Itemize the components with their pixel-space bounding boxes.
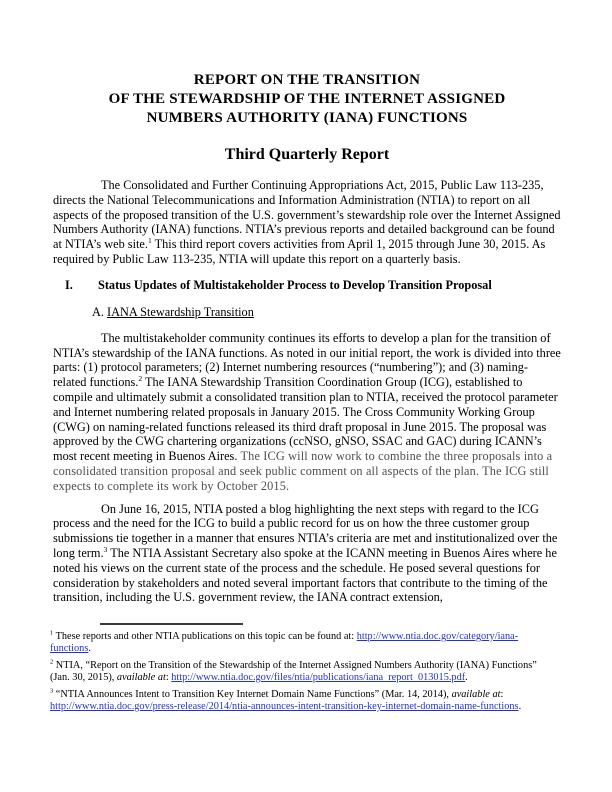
section-heading-label: Status Updates of Multistakeholder Process to Develop Transition Proposal <box>98 277 492 292</box>
text-segment: . <box>518 701 522 713</box>
footnote-2 <box>50 660 555 685</box>
footnote-ref: 2 <box>50 658 54 666</box>
text-segment: This third report covers activities from April 1, 2015 through June 30, 2015. As required by Public Law 113-235, NTIA will update this report on a quarterly basis. <box>53 237 546 266</box>
section-heading-1 <box>53 278 561 293</box>
report-subtitle: Third Quarterly Report <box>224 146 390 163</box>
text-segment: available at <box>116 672 166 684</box>
subsection-heading-label: IANA Stewardship Transition <box>106 304 254 319</box>
text-segment: . <box>88 643 91 655</box>
text-segment: The IANA Stewardship Transition Coordination Group (ICG), established to compile and ultimately submit a consolidated transition plan to NTIA, received the protocol parameter and Internet numbering related proposals in January 2015. The Cross Community Working Group (CWG) on naming-related functions released its third draft proposal in June 2015. The proposal was approved by the CWG chartering organizations (ccNSO, gNSO, SSAC and GAC) during ICANN’s most recent meeting in Buenos Aires. <box>53 375 558 464</box>
hyperlink[interactable]: http://www.ntia.doc.gov/press-release/2014/ntia-announces-intent-transition-key-internet-domain-name-functions <box>50 701 519 713</box>
footnote-ref: 2 <box>138 374 143 384</box>
report-title-line-1: REPORT ON THE TRANSITION <box>193 72 421 88</box>
text-segment: “NTIA Announces Intent to Transition Key Internet Domain Name Functions” (Mar. 14, 2014), <box>53 688 452 700</box>
text-segment: The Consolidated and Further Continuing Appropriations Act, 2015, Public Law 113-235, directs the National Telecommunications and Information Administration (NTIA) to report on all aspects of the proposed transition of the U.S. government’s stewardship role over the Internet Assigned Numbers Authority (IANA) functions. NTIA’s previous reports and detailed background can be found at NTIA’s web site. <box>53 178 561 252</box>
paragraph-intro <box>53 178 561 267</box>
footnote-ref: 3 <box>103 544 108 554</box>
hyperlink[interactable]: http://www.ntia.doc.gov/files/ntia/publications/iana_report_013015.pdf <box>171 672 466 684</box>
subsection-heading-a <box>53 305 561 320</box>
text-segment: NTIA, “Report on the Transition of the Stewardship of the Internet Assigned Numbers Authority (IANA) Functions” (Jan. 30, 2015), <box>50 659 537 684</box>
report-title-line-3: NUMBERS AUTHORITY (IANA) FUNCTIONS <box>146 110 468 126</box>
hyperlink[interactable]: http://www.ntia.doc.gov/category/iana-functions <box>50 631 519 655</box>
text-segment: : <box>165 672 172 684</box>
report-title-line-2: OF THE STEWARDSHIP OF THE INTERNET ASSIGNED <box>108 91 506 107</box>
footnote-separator <box>100 623 243 625</box>
text-segment: . <box>465 672 468 684</box>
text-segment: These reports and other NTIA publications on this topic can be found at: <box>53 631 357 642</box>
footnote-ref: 1 <box>50 629 54 637</box>
text-segment: : <box>500 688 504 700</box>
subsection-number: A. <box>92 304 104 319</box>
footnote-3 <box>50 689 555 714</box>
text-segment: available at <box>451 688 501 700</box>
text-segment: The NTIA Assistant Secretary also spoke at the ICANN meeting in Buenos Aires where he noted his views on the current state of the process and the schedule. He posed several questions for consideration by stakeholders and noted several important factors that contribute to the timing of the transition, including the U.S. government review, the IANA contract extension, <box>53 545 557 605</box>
footnote-ref: 3 <box>50 687 54 695</box>
text-segment: On June 16, 2015, NTIA posted a blog highlighting the next steps with regard to the ICG process and the need for the ICG to build a public record for us on how the three customer group submissions tie together in a manner that ensures NTIA’s criteria are met and institutionalized over the long term. <box>53 501 558 560</box>
text-segment: The multistakeholder community continues its efforts to develop a plan for the transition of NTIA’s stewardship of the IANA functions. As noted in our initial report, the work is divided into three parts: (1) protocol parameters; (2) Internet numbering resources (“numbering”); and (3) naming-related functions. <box>53 330 561 390</box>
page-content <box>53 71 561 605</box>
paragraph-blog-update <box>53 502 561 606</box>
footnote-ref: 1 <box>147 236 152 246</box>
text-segment: The ICG will now work to combine the three proposals into a consolidated transition proposal and seek public comment on all aspects of the plan. The ICG still expects to complete its work by October 2015. <box>53 449 553 493</box>
footnote-1 <box>50 631 555 656</box>
footnote-area <box>50 623 555 717</box>
paragraph-multistakeholder <box>53 331 561 494</box>
section-number: I. <box>65 277 73 292</box>
